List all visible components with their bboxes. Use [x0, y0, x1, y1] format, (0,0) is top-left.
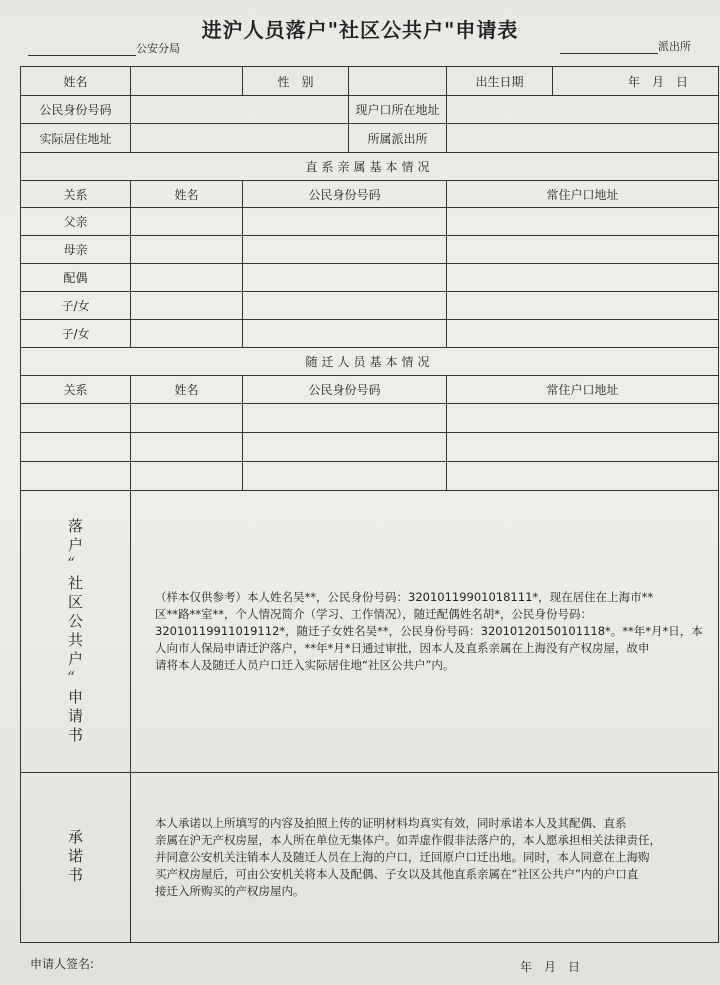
relation-mother: 母亲: [21, 236, 131, 264]
hukou-address-field[interactable]: [447, 96, 719, 124]
commitment-label: 承诺书: [66, 829, 84, 886]
commitment-line: 亲属在沪无产权房屋，本人所在单位无集体户。如弄虚作假非法落户的，本人愿承担相关法律责任，: [155, 833, 661, 847]
commitment-section: [21, 773, 719, 943]
bureau-suffix: 公安分局: [136, 42, 180, 55]
address-cell[interactable]: [447, 320, 719, 348]
col-id: 公民身份号码: [243, 181, 447, 208]
commitment-line: 本人承诺以上所填写的内容及拍照上传的证明材料均真实有效，同时承诺本人及其配偶、直系: [155, 816, 627, 830]
table-row: [21, 404, 719, 433]
application-form-table: [20, 66, 719, 943]
application-label: 落户〞社区公共户〞申请书: [66, 517, 84, 746]
name-field[interactable]: [131, 67, 243, 96]
name-cell[interactable]: [131, 264, 243, 292]
col-name: 姓名: [131, 181, 243, 208]
name-label: 姓名: [21, 67, 131, 96]
commitment-line: 并同意公安机关注销本人及随迁人员在上海的户口，迁回原户口迁出地。同时，本人同意在上海购: [155, 850, 650, 864]
station-field[interactable]: [447, 124, 719, 153]
relation-spouse: 配偶: [21, 264, 131, 292]
id-cell[interactable]: [243, 236, 447, 264]
id-label: 公民身份号码: [21, 96, 131, 124]
name-cell[interactable]: [131, 292, 243, 320]
commitment-text: [131, 773, 719, 943]
id-cell[interactable]: [243, 208, 447, 236]
id-cell[interactable]: [243, 462, 447, 491]
address-cell[interactable]: [447, 292, 719, 320]
gender-field[interactable]: [349, 67, 447, 96]
application-label-cell: [21, 491, 131, 773]
signature-label: 申请人签名:: [30, 957, 95, 971]
col-id: 公民身份号码: [243, 376, 447, 404]
table-row: [21, 433, 719, 462]
application-line: 区**路**室**，个人情况简介（学习、工作情况），随迁配偶姓名胡*，公民身份号码：: [155, 607, 592, 621]
relatives-section-title: [21, 153, 719, 181]
relation-father: 父亲: [21, 208, 131, 236]
relatives-title: 直系亲属基本情况: [21, 153, 719, 181]
row-residence: [21, 124, 719, 153]
application-line: （样本仅供参考）本人姓名吴**，公民身份号码：32010119901018111*，现在居住在上海市**: [155, 590, 654, 604]
relation-child-1: 子/女: [21, 292, 131, 320]
col-address: 常住户口地址: [447, 376, 719, 404]
table-row: [21, 320, 719, 348]
application-section: [21, 491, 719, 773]
migrants-section-title: [21, 348, 719, 376]
commitment-line: 买产权房屋后，可由公安机关将本人及配偶、子女以及其他直系亲属在“社区公共户”内的户口直: [155, 867, 639, 881]
commitment-line: 接迁入所购买的产权房屋内。: [155, 884, 305, 898]
col-relation: 关系: [21, 376, 131, 404]
table-row: [21, 236, 719, 264]
col-name: 姓名: [131, 376, 243, 404]
address-cell[interactable]: [447, 208, 719, 236]
row-id: [21, 96, 719, 124]
migrants-title: 随迁人员基本情况: [21, 348, 719, 376]
residence-field[interactable]: [131, 124, 349, 153]
name-cell[interactable]: [131, 208, 243, 236]
address-cell[interactable]: [447, 433, 719, 462]
col-relation: 关系: [21, 181, 131, 208]
id-cell[interactable]: [243, 292, 447, 320]
table-row: [21, 462, 719, 491]
name-cell[interactable]: [131, 404, 243, 433]
id-cell[interactable]: [243, 404, 447, 433]
name-cell[interactable]: [131, 462, 243, 491]
migrants-header-row: [21, 376, 719, 404]
col-address: 常住户口地址: [447, 181, 719, 208]
relation-child-2: 子/女: [21, 320, 131, 348]
id-cell[interactable]: [243, 264, 447, 292]
form-title: 进沪人员落户"社区公共户"申请表: [201, 18, 519, 42]
table-row: [21, 292, 719, 320]
gender-label: 性 别: [243, 67, 349, 96]
table-row: [21, 208, 719, 236]
name-cell[interactable]: [131, 236, 243, 264]
row-basic: [21, 67, 719, 96]
table-row: [21, 264, 719, 292]
address-cell[interactable]: [447, 404, 719, 433]
id-field[interactable]: [131, 96, 349, 124]
application-line: 人向市人保局申请迁沪落户，**年*月*日通过审批，因本人及直系亲属在上海没有产权房屋，故申: [155, 641, 650, 655]
name-cell[interactable]: [131, 433, 243, 462]
station-line: [560, 38, 691, 54]
signature-date[interactable]: 年 月 日: [520, 960, 581, 974]
station-label: 所属派出所: [349, 124, 447, 153]
id-cell[interactable]: [243, 433, 447, 462]
id-cell[interactable]: [243, 320, 447, 348]
birth-label: 出生日期: [447, 67, 553, 96]
relation-cell[interactable]: [21, 433, 131, 462]
hukou-address-label: 现户口所在地址: [349, 96, 447, 124]
relation-cell[interactable]: [21, 462, 131, 491]
relation-cell[interactable]: [21, 404, 131, 433]
station-suffix: 派出所: [658, 40, 691, 53]
birth-date-field[interactable]: 年 月 日: [553, 67, 719, 96]
address-cell[interactable]: [447, 236, 719, 264]
name-cell[interactable]: [131, 320, 243, 348]
address-cell[interactable]: [447, 462, 719, 491]
relatives-header-row: [21, 181, 719, 208]
residence-label: 实际居住地址: [21, 124, 131, 153]
bureau-line: [28, 40, 180, 56]
application-line: 32010119911019112*，随迁子女姓名吴**，公民身份号码：32010120150101118*。**年*月*日，本: [155, 624, 703, 638]
application-line: 请将本人及随迁人员户口迁入实际居住地“社区公共户”内。: [155, 658, 455, 672]
commitment-label-cell: [21, 773, 131, 943]
application-text[interactable]: [131, 491, 719, 773]
address-cell[interactable]: [447, 264, 719, 292]
